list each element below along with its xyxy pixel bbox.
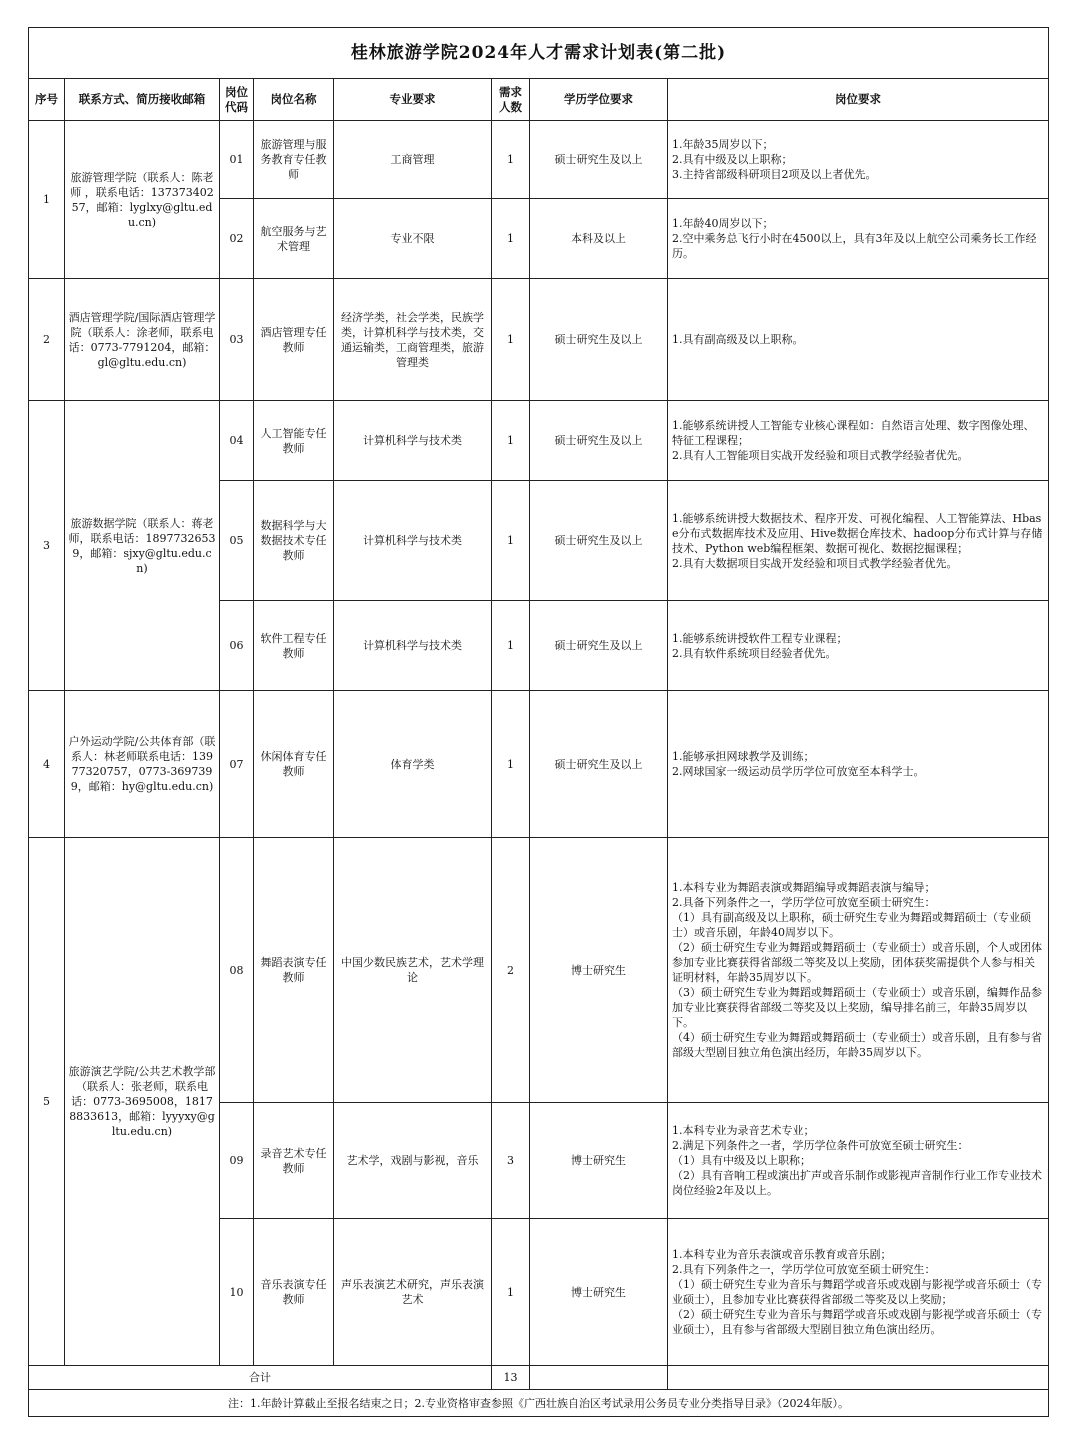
degree-requirement: 硕士研究生及以上 — [530, 279, 668, 401]
contact-cell: 户外运动学院/公共体育部（联系人：林老师联系电话：13977320757，0773-3697399，邮箱：hy@gltu.edu.cn) — [65, 691, 220, 838]
degree-requirement: 硕士研究生及以上 — [530, 601, 668, 691]
position-name: 旅游管理与服务教育专任教师 — [254, 121, 334, 199]
position-name: 软件工程专任教师 — [254, 601, 334, 691]
table-title: 桂林旅游学院2024年人才需求计划表(第二批) — [29, 28, 1049, 79]
total-blank-2 — [668, 1366, 1049, 1390]
seq-cell: 3 — [29, 401, 65, 691]
requirement-line: 1.本科专业为舞蹈表演或舞蹈编导或舞蹈表演与编导； — [672, 881, 936, 894]
seq-cell: 1 — [29, 121, 65, 279]
requirement-line: （2）硕士研究生专业为音乐与舞蹈学或音乐或戏剧与影视学或音乐硕士（专业硕士），且有参与省部级大型剧目独立角色演出经历。 — [672, 1308, 1042, 1336]
headcount: 1 — [492, 121, 530, 199]
requirement-line: 2.空中乘务总飞行小时在4500以上，具有3年及以上航空公司乘务长工作经历。 — [672, 232, 1037, 260]
position-requirements — [668, 199, 1049, 279]
position-requirements — [668, 481, 1049, 601]
major-requirement: 艺术学，戏剧与影视，音乐 — [334, 1103, 492, 1219]
position-requirements — [668, 279, 1049, 401]
headcount: 1 — [492, 401, 530, 481]
seq-cell: 2 — [29, 279, 65, 401]
recruitment-plan-document — [28, 27, 1048, 1415]
header-count: 需求人数 — [492, 79, 530, 121]
requirement-line: 2.网球国家一级运动员学历学位可放宽至本科学士。 — [672, 765, 925, 778]
degree-requirement: 博士研究生 — [530, 838, 668, 1103]
headcount: 2 — [492, 838, 530, 1103]
total-label: 合计 — [29, 1366, 492, 1390]
requirement-line: 2.具有中级及以上职称； — [672, 153, 793, 166]
requirement-line: 1.年龄40周岁以下； — [672, 217, 774, 230]
position-name: 音乐表演专任教师 — [254, 1219, 334, 1366]
degree-requirement: 博士研究生 — [530, 1219, 668, 1366]
degree-requirement: 本科及以上 — [530, 199, 668, 279]
position-requirements — [668, 1103, 1049, 1219]
contact-cell: 旅游数据学院（联系人：蒋老师，联系电话：18977326539，邮箱：sjxy@gltu.edu.cn) — [65, 401, 220, 691]
degree-requirement: 博士研究生 — [530, 1103, 668, 1219]
header-major: 专业要求 — [334, 79, 492, 121]
position-code: 04 — [220, 401, 254, 481]
position-name: 录音艺术专任教师 — [254, 1103, 334, 1219]
requirement-line: （1）具有中级及以上职称； — [672, 1154, 811, 1167]
major-requirement: 计算机科学与技术类 — [334, 601, 492, 691]
footnote: 注：1.年龄计算截止至报名结束之日；2.专业资格审查参照《广西壮族自治区考试录用公务员专业分类指导目录》（2024年版）。 — [29, 1390, 1049, 1417]
position-requirements — [668, 691, 1049, 838]
seq-cell: 4 — [29, 691, 65, 838]
degree-requirement: 硕士研究生及以上 — [530, 481, 668, 601]
requirement-line: （2）硕士研究生专业为舞蹈或舞蹈硕士（专业硕士）或音乐剧，个人或团体参加专业比赛获得省部级二等奖及以上奖励，团体获奖需提供个人参与相关证明材料，年龄35周岁以下。 — [672, 941, 1042, 984]
headcount: 1 — [492, 279, 530, 401]
requirement-line: 2.具有下列条件之一，学历学位可放宽至硕士研究生： — [672, 1263, 936, 1276]
headcount: 1 — [492, 481, 530, 601]
requirement-line: （1）硕士研究生专业为音乐与舞蹈学或音乐或戏剧与影视学或音乐硕士（专业硕士），且参加专业比赛获得省部级二等奖及以上奖励； — [672, 1278, 1042, 1306]
position-name: 人工智能专任教师 — [254, 401, 334, 481]
requirement-line: 1.本科专业为录音艺术专业； — [672, 1124, 815, 1137]
table-row — [29, 121, 1049, 199]
position-requirements — [668, 601, 1049, 691]
seq-cell: 5 — [29, 838, 65, 1366]
position-code: 10 — [220, 1219, 254, 1366]
position-name: 酒店管理专任教师 — [254, 279, 334, 401]
position-code: 03 — [220, 279, 254, 401]
position-code: 08 — [220, 838, 254, 1103]
requirement-line: 2.具有软件系统项目经验者优先。 — [672, 646, 837, 660]
position-name: 休闲体育专任教师 — [254, 691, 334, 838]
header-requirements: 岗位要求 — [668, 79, 1049, 121]
requirement-line: 2.具有人工智能项目实战开发经验和项目式教学经验者优先。 — [672, 449, 969, 462]
requirement-line: 1.能够系统讲授软件工程专业课程； — [672, 631, 848, 645]
requirement-line: 2.满足下列条件之一者，学历学位条件可放宽至硕士研究生： — [672, 1139, 969, 1152]
major-requirement: 声乐表演艺术研究，声乐表演艺术 — [334, 1219, 492, 1366]
table-row — [29, 279, 1049, 401]
position-name: 航空服务与艺术管理 — [254, 199, 334, 279]
requirement-line: （3）硕士研究生专业为舞蹈或舞蹈硕士（专业硕士）或音乐剧，编舞作品参加专业比赛获得省部级二等奖及以上奖励，编导排名前三，年龄35周岁以下。 — [672, 986, 1042, 1029]
header-degree: 学历学位要求 — [530, 79, 668, 121]
headcount: 1 — [492, 199, 530, 279]
degree-requirement: 硕士研究生及以上 — [530, 691, 668, 838]
major-requirement: 体育学类 — [334, 691, 492, 838]
major-requirement: 经济学类，社会学类，民族学类，计算机科学与技术类，交通运输类，工商管理类，旅游管理类 — [334, 279, 492, 401]
headcount: 1 — [492, 601, 530, 691]
table-row — [29, 401, 1049, 481]
headcount: 3 — [492, 1103, 530, 1219]
headcount: 1 — [492, 1219, 530, 1366]
degree-requirement: 硕士研究生及以上 — [530, 401, 668, 481]
position-code: 09 — [220, 1103, 254, 1219]
position-code: 01 — [220, 121, 254, 199]
requirement-line: 1.具有副高级及以上职称。 — [672, 333, 804, 346]
contact-cell: 旅游演艺学院/公共艺术教学部（联系人：张老师，联系电话：0773-3695008，18178833613，邮箱：lyyyxy@gltu.edu.cn) — [65, 838, 220, 1366]
position-name: 数据科学与大数据技术专任教师 — [254, 481, 334, 601]
requirement-line: 3.主持省部级科研项目2项及以上者优先。 — [672, 168, 877, 181]
requirement-line: 1.能够承担网球教学及训练； — [672, 750, 815, 763]
requirement-line: （1）具有副高级及以上职称，硕士研究生专业为舞蹈或舞蹈硕士（专业硕士）或音乐剧，年龄40周岁以下。 — [672, 911, 1031, 939]
table-row — [29, 691, 1049, 838]
total-value: 13 — [492, 1366, 530, 1390]
position-code: 06 — [220, 601, 254, 691]
header-row — [29, 79, 1049, 121]
position-requirements — [668, 1219, 1049, 1366]
requirement-line: （2）具有音响工程或演出扩声或音乐制作或影视声音制作行业工作专业技术岗位经验2年及以上。 — [672, 1169, 1042, 1197]
position-code: 07 — [220, 691, 254, 838]
table-row — [29, 838, 1049, 1103]
recruitment-table — [28, 27, 1049, 1417]
position-code: 05 — [220, 481, 254, 601]
major-requirement: 计算机科学与技术类 — [334, 481, 492, 601]
requirement-line: 1.本科专业为音乐表演或音乐教育或音乐剧； — [672, 1248, 892, 1261]
requirement-line: 1.能够系统讲授大数据技术、程序开发、可视化编程、人工智能算法、Hbase分布式数据库技术及应用、Hive数据仓库技术、hadoop分布式计算与存储技术、Python web编程框架、数据可视化、数据挖掘课程； — [672, 511, 1043, 555]
requirement-line: 1.能够系统讲授人工智能专业核心课程如：自然语言处理、数字图像处理、特征工程课程； — [672, 419, 1035, 447]
major-requirement: 专业不限 — [334, 199, 492, 279]
requirement-line: 1.年龄35周岁以下； — [672, 138, 774, 151]
position-requirements — [668, 401, 1049, 481]
header-contact: 联系方式、简历接收邮箱 — [65, 79, 220, 121]
contact-cell: 酒店管理学院/国际酒店管理学院（联系人：涂老师，联系电话：0773-7791204，邮箱：gl@gltu.edu.cn) — [65, 279, 220, 401]
header-code: 岗位代码 — [220, 79, 254, 121]
header-name: 岗位名称 — [254, 79, 334, 121]
total-row — [29, 1366, 1049, 1390]
header-seq: 序号 — [29, 79, 65, 121]
position-requirements — [668, 121, 1049, 199]
contact-cell: 旅游管理学院（联系人：陈老师 ，联系电话：13737340257，邮箱：lyglxy@gltu.edu.cn) — [65, 121, 220, 279]
major-requirement: 中国少数民族艺术，艺术学理论 — [334, 838, 492, 1103]
position-name: 舞蹈表演专任教师 — [254, 838, 334, 1103]
position-code: 02 — [220, 199, 254, 279]
requirement-line: （4）硕士研究生专业为舞蹈或舞蹈硕士（专业硕士）或音乐剧，且有参与省部级大型剧目独立角色演出经历，年龄35周岁以下。 — [672, 1031, 1042, 1059]
headcount: 1 — [492, 691, 530, 838]
requirement-line: 2.具有大数据项目实战开发经验和项目式教学经验者优先。 — [672, 556, 958, 570]
major-requirement: 工商管理 — [334, 121, 492, 199]
total-blank — [530, 1366, 668, 1390]
degree-requirement: 硕士研究生及以上 — [530, 121, 668, 199]
major-requirement: 计算机科学与技术类 — [334, 401, 492, 481]
requirement-line: 2.具备下列条件之一，学历学位可放宽至硕士研究生： — [672, 896, 936, 909]
position-requirements — [668, 838, 1049, 1103]
